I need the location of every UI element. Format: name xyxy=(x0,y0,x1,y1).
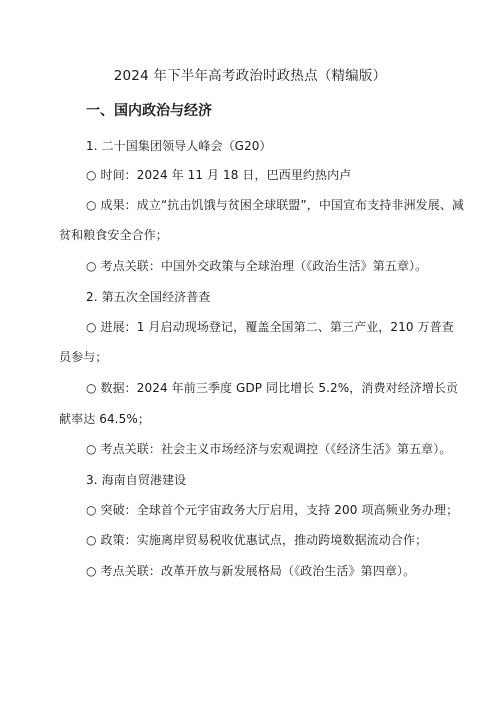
bullet-item: ○ 进展：1 月启动现场登记，覆盖全国第二、第三产业，210 万普查 xyxy=(86,320,454,334)
topic-heading: 2. 第五次全国经济普查 xyxy=(86,290,211,304)
bullet-item: ○ 数据：2024 年前三季度 GDP 同比增长 5.2%，消费对经济增长贡 xyxy=(86,381,459,395)
bullet-item: ○ 突破：全球首个元宇宙政务大厅启用，支持 200 项高频业务办理； xyxy=(86,503,459,517)
topic-heading: 3. 海南自贸港建设 xyxy=(86,473,187,487)
bullet-item: ○ 成果：成立“抗击饥饿与贫困全球联盟”，中国宣布支持非洲发展、减 xyxy=(86,198,465,212)
bullet-item: ○ 考点关联：中国外交政策与全球治理（《政治生活》第五章）。 xyxy=(86,259,428,273)
bullet-item-continuation: 贫和粮食安全合作； xyxy=(59,228,168,242)
bullet-item-continuation: 员参与； xyxy=(59,350,108,364)
bullet-item: ○ 考点关联：改革开放与新发展格局（《政治生活》第四章）。 xyxy=(86,564,416,578)
topic-heading: 1. 二十国集团领导人峰会（G20） xyxy=(86,139,272,153)
bullet-item-continuation: 献率达 64.5%； xyxy=(59,412,150,426)
section-heading: 一、国内政治与经济 xyxy=(86,103,212,119)
bullet-item: ○ 政策：实施离岸贸易税收优惠试点，推动跨境数据流动合作； xyxy=(86,533,428,547)
bullet-item: ○ 时间：2024 年 11 月 18 日，巴西里约热内卢 xyxy=(86,168,352,182)
document-title: 2024 年下半年高考政治时政热点（精编版） xyxy=(113,68,387,84)
bullet-item: ○ 考点关联：社会主义市场经济与宏观调控（《经济生活》第五章）。 xyxy=(86,442,452,456)
